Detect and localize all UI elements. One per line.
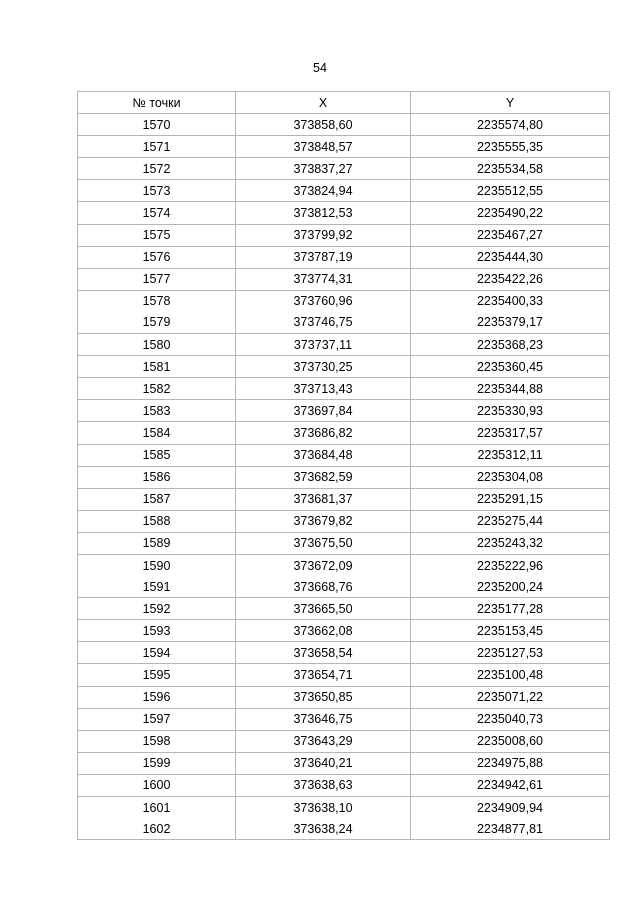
cell-y: 2235243,32: [411, 532, 610, 554]
cell-y: 2235379,17: [411, 312, 610, 334]
table-row: [78, 708, 610, 730]
table-row: [78, 488, 610, 510]
cell-x: 373824,94: [236, 180, 411, 202]
cell-point-number: 1581: [78, 356, 236, 378]
cell-y: 2235368,23: [411, 334, 610, 356]
cell-x: 373730,25: [236, 356, 411, 378]
cell-point-number: 1596: [78, 686, 236, 708]
cell-x: 373681,37: [236, 488, 411, 510]
cell-point-number: 1585: [78, 444, 236, 466]
cell-y: 2235153,45: [411, 620, 610, 642]
cell-point-number: 1586: [78, 466, 236, 488]
table-row: [78, 444, 610, 466]
cell-y: 2235317,57: [411, 422, 610, 444]
cell-point-number: 1602: [78, 818, 236, 840]
cell-x: 373638,24: [236, 818, 411, 840]
table-row: [78, 752, 610, 774]
cell-point-number: 1571: [78, 136, 236, 158]
cell-point-number: 1588: [78, 510, 236, 532]
table-row: [78, 774, 610, 796]
cell-point-number: 1578: [78, 290, 236, 312]
table-row: [78, 356, 610, 378]
cell-x: 373787,19: [236, 246, 411, 268]
table-row: [78, 202, 610, 224]
table-row: [78, 246, 610, 268]
table-row: [78, 136, 610, 158]
cell-point-number: 1590: [78, 554, 236, 576]
cell-point-number: 1592: [78, 598, 236, 620]
table-row: [78, 312, 610, 334]
cell-x: 373665,50: [236, 598, 411, 620]
cell-y: 2235534,58: [411, 158, 610, 180]
cell-point-number: 1576: [78, 246, 236, 268]
cell-y: 2235275,44: [411, 510, 610, 532]
table-row: [78, 797, 610, 819]
cell-x: 373837,27: [236, 158, 411, 180]
cell-point-number: 1587: [78, 488, 236, 510]
cell-y: 2235071,22: [411, 686, 610, 708]
cell-x: 373679,82: [236, 510, 411, 532]
cell-x: 373812,53: [236, 202, 411, 224]
cell-point-number: 1589: [78, 532, 236, 554]
cell-point-number: 1577: [78, 268, 236, 290]
table-row: [78, 532, 610, 554]
cell-y: 2235490,22: [411, 202, 610, 224]
cell-y: 2235222,96: [411, 554, 610, 576]
cell-x: 373668,76: [236, 576, 411, 598]
header-y: Y: [411, 92, 610, 114]
cell-x: 373760,96: [236, 290, 411, 312]
cell-x: 373697,84: [236, 400, 411, 422]
cell-x: 373646,75: [236, 708, 411, 730]
cell-y: 2235574,80: [411, 114, 610, 136]
table-row: [78, 730, 610, 752]
cell-y: 2234877,81: [411, 818, 610, 840]
table-row: [78, 378, 610, 400]
cell-y: 2234975,88: [411, 752, 610, 774]
table-body: [78, 114, 610, 840]
cell-x: 373672,09: [236, 554, 411, 576]
coordinates-table: [77, 91, 610, 840]
cell-x: 373658,54: [236, 642, 411, 664]
page-number: 54: [313, 61, 327, 75]
cell-y: 2234909,94: [411, 797, 610, 819]
cell-y: 2235291,15: [411, 488, 610, 510]
cell-point-number: 1583: [78, 400, 236, 422]
cell-x: 373686,82: [236, 422, 411, 444]
cell-x: 373713,43: [236, 378, 411, 400]
table-row: [78, 818, 610, 840]
cell-y: 2235304,08: [411, 466, 610, 488]
cell-y: 2235555,35: [411, 136, 610, 158]
table-row: [78, 510, 610, 532]
table-row: [78, 554, 610, 576]
table-header-row: [78, 92, 610, 114]
cell-x: 373684,48: [236, 444, 411, 466]
cell-point-number: 1595: [78, 664, 236, 686]
cell-point-number: 1572: [78, 158, 236, 180]
cell-x: 373654,71: [236, 664, 411, 686]
cell-point-number: 1593: [78, 620, 236, 642]
cell-y: 2235312,11: [411, 444, 610, 466]
cell-point-number: 1573: [78, 180, 236, 202]
cell-point-number: 1570: [78, 114, 236, 136]
cell-y: 2235467,27: [411, 224, 610, 246]
cell-x: 373638,10: [236, 797, 411, 819]
cell-point-number: 1601: [78, 797, 236, 819]
cell-point-number: 1582: [78, 378, 236, 400]
cell-point-number: 1591: [78, 576, 236, 598]
cell-point-number: 1580: [78, 334, 236, 356]
cell-x: 373643,29: [236, 730, 411, 752]
table-row: [78, 664, 610, 686]
header-point-number: № точки: [78, 92, 236, 114]
table-row: [78, 268, 610, 290]
cell-y: 2235330,93: [411, 400, 610, 422]
cell-point-number: 1600: [78, 774, 236, 796]
cell-x: 373848,57: [236, 136, 411, 158]
cell-x: 373675,50: [236, 532, 411, 554]
cell-point-number: 1599: [78, 752, 236, 774]
table-row: [78, 598, 610, 620]
cell-x: 373746,75: [236, 312, 411, 334]
table-row: [78, 158, 610, 180]
table-row: [78, 422, 610, 444]
cell-x: 373799,92: [236, 224, 411, 246]
cell-x: 373662,08: [236, 620, 411, 642]
table-row: [78, 620, 610, 642]
cell-y: 2235344,88: [411, 378, 610, 400]
cell-point-number: 1584: [78, 422, 236, 444]
cell-y: 2235422,26: [411, 268, 610, 290]
cell-x: 373774,31: [236, 268, 411, 290]
cell-y: 2235040,73: [411, 708, 610, 730]
cell-y: 2235444,30: [411, 246, 610, 268]
table-row: [78, 334, 610, 356]
table-row: [78, 114, 610, 136]
cell-x: 373650,85: [236, 686, 411, 708]
cell-point-number: 1597: [78, 708, 236, 730]
table-row: [78, 686, 610, 708]
cell-point-number: 1598: [78, 730, 236, 752]
cell-y: 2235200,24: [411, 576, 610, 598]
table-row: [78, 224, 610, 246]
cell-y: 2235127,53: [411, 642, 610, 664]
cell-y: 2235100,48: [411, 664, 610, 686]
table-row: [78, 400, 610, 422]
cell-x: 373858,60: [236, 114, 411, 136]
cell-point-number: 1594: [78, 642, 236, 664]
table-row: [78, 576, 610, 598]
cell-point-number: 1579: [78, 312, 236, 334]
table-row: [78, 180, 610, 202]
cell-y: 2235512,55: [411, 180, 610, 202]
cell-x: 373638,63: [236, 774, 411, 796]
cell-x: 373640,21: [236, 752, 411, 774]
cell-x: 373682,59: [236, 466, 411, 488]
cell-x: 373737,11: [236, 334, 411, 356]
table-row: [78, 466, 610, 488]
cell-y: 2235360,45: [411, 356, 610, 378]
header-x: X: [236, 92, 411, 114]
table-row: [78, 642, 610, 664]
cell-y: 2234942,61: [411, 774, 610, 796]
cell-y: 2235008,60: [411, 730, 610, 752]
cell-point-number: 1574: [78, 202, 236, 224]
cell-y: 2235177,28: [411, 598, 610, 620]
table-row: [78, 290, 610, 312]
cell-point-number: 1575: [78, 224, 236, 246]
cell-y: 2235400,33: [411, 290, 610, 312]
